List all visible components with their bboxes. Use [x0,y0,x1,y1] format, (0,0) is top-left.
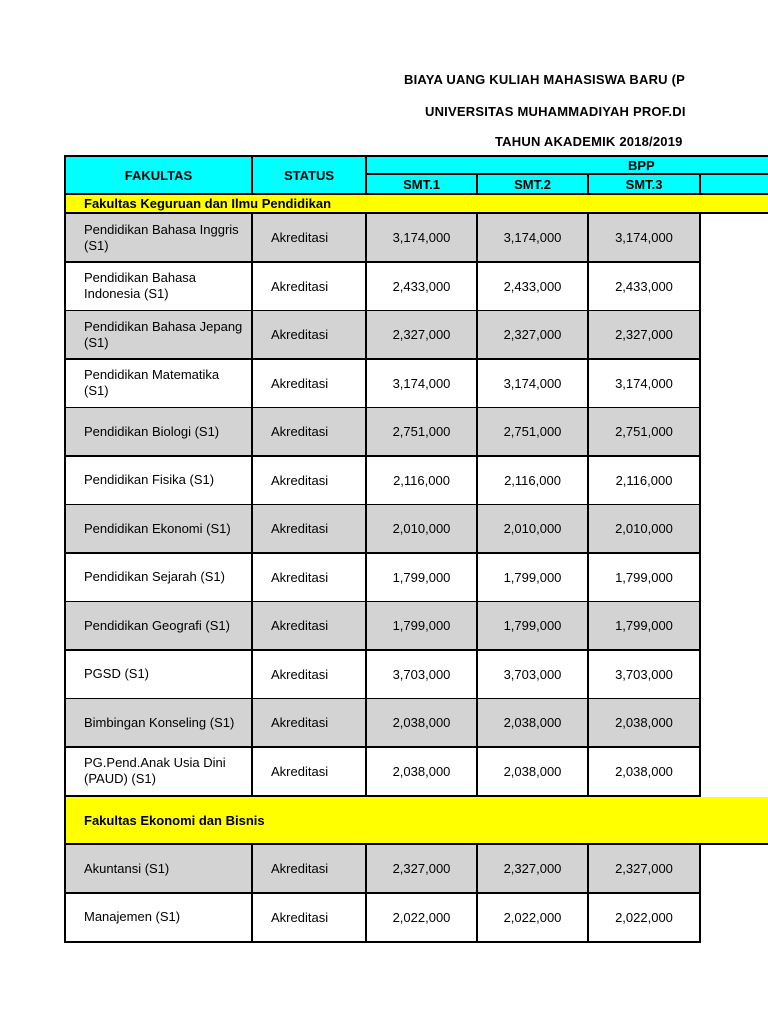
academic-year: TAHUN AKADEMIK 2018/2019 [495,134,683,149]
program-name: Manajemen (S1) [64,894,253,943]
program-name: Bimbingan Konseling (S1) [64,699,253,748]
fee-smt-1: 2,327,000 [367,311,478,360]
program-status: Akreditasi [253,214,367,263]
fee-smt-3: 2,116,000 [589,457,701,506]
header-status: STATUS [253,155,367,195]
fee-smt-2: 1,799,000 [478,602,589,651]
fee-smt-2: 2,327,000 [478,311,589,360]
header-smt-1: SMT.1 [367,175,478,195]
header-bpp-overflow [701,175,768,195]
fee-smt-1: 1,799,000 [367,602,478,651]
fee-smt-2: 2,327,000 [478,845,589,894]
fee-smt-3: 3,174,000 [589,360,701,409]
fee-smt-2: 2,022,000 [478,894,589,943]
program-name: PGSD (S1) [64,651,253,700]
fee-smt-2: 2,116,000 [478,457,589,506]
fee-smt-3: 3,174,000 [589,214,701,263]
fee-smt-1: 2,022,000 [367,894,478,943]
fee-smt-3: 2,327,000 [589,845,701,894]
university-name: UNIVERSITAS MUHAMMADIYAH PROF.DI [425,104,686,119]
fee-smt-1: 2,116,000 [367,457,478,506]
faculty-header-feb: Fakultas Ekonomi dan Bisnis [64,797,768,845]
program-status: Akreditasi [253,505,367,554]
program-name: Akuntansi (S1) [64,845,253,894]
fee-smt-1: 2,038,000 [367,699,478,748]
fee-smt-3: 1,799,000 [589,602,701,651]
header-smt-2: SMT.2 [478,175,589,195]
program-status: Akreditasi [253,360,367,409]
fee-smt-3: 2,433,000 [589,263,701,312]
program-name: Pendidikan Matematika (S1) [64,360,253,409]
fee-smt-1: 2,751,000 [367,408,478,457]
program-status: Akreditasi [253,554,367,603]
fee-smt-1: 3,174,000 [367,214,478,263]
fee-smt-2: 3,174,000 [478,360,589,409]
fee-smt-3: 2,038,000 [589,748,701,797]
program-status: Akreditasi [253,311,367,360]
program-name: Pendidikan Biologi (S1) [64,408,253,457]
fee-smt-2: 2,038,000 [478,699,589,748]
program-name: Pendidikan Fisika (S1) [64,457,253,506]
fee-smt-2: 3,703,000 [478,651,589,700]
program-status: Akreditasi [253,845,367,894]
header-fakultas: FAKULTAS [64,155,253,195]
program-name: Pendidikan Bahasa Inggris (S1) [64,214,253,263]
fee-smt-3: 2,010,000 [589,505,701,554]
fee-smt-1: 2,038,000 [367,748,478,797]
fee-smt-3: 2,022,000 [589,894,701,943]
program-status: Akreditasi [253,748,367,797]
fee-smt-3: 2,038,000 [589,699,701,748]
fee-smt-3: 1,799,000 [589,554,701,603]
fee-smt-1: 1,799,000 [367,554,478,603]
program-status: Akreditasi [253,699,367,748]
program-name: Pendidikan Bahasa Indonesia (S1) [64,263,253,312]
fee-smt-1: 3,174,000 [367,360,478,409]
fee-smt-1: 2,010,000 [367,505,478,554]
fee-smt-1: 2,327,000 [367,845,478,894]
document-title: BIAYA UANG KULIAH MAHASISWA BARU (P [404,72,685,87]
program-name: Pendidikan Ekonomi (S1) [64,505,253,554]
program-name: Pendidikan Bahasa Jepang (S1) [64,311,253,360]
fee-smt-2: 3,174,000 [478,214,589,263]
fee-smt-3: 3,703,000 [589,651,701,700]
program-status: Akreditasi [253,651,367,700]
fee-smt-3: 2,751,000 [589,408,701,457]
fee-smt-1: 2,433,000 [367,263,478,312]
program-status: Akreditasi [253,894,367,943]
fee-smt-2: 2,010,000 [478,505,589,554]
program-name: Pendidikan Geografi (S1) [64,602,253,651]
program-status: Akreditasi [253,408,367,457]
program-name: PG.Pend.Anak Usia Dini (PAUD) (S1) [64,748,253,797]
program-status: Akreditasi [253,602,367,651]
fee-smt-2: 2,038,000 [478,748,589,797]
fee-smt-3: 2,327,000 [589,311,701,360]
fee-smt-2: 2,751,000 [478,408,589,457]
faculty-header-fkip: Fakultas Keguruan dan Ilmu Pendidikan [64,195,768,214]
program-status: Akreditasi [253,457,367,506]
header-smt-3: SMT.3 [589,175,701,195]
header-bpp: BPP [367,155,768,175]
program-status: Akreditasi [253,263,367,312]
fee-smt-2: 1,799,000 [478,554,589,603]
fee-smt-1: 3,703,000 [367,651,478,700]
fee-smt-2: 2,433,000 [478,263,589,312]
program-name: Pendidikan Sejarah (S1) [64,554,253,603]
